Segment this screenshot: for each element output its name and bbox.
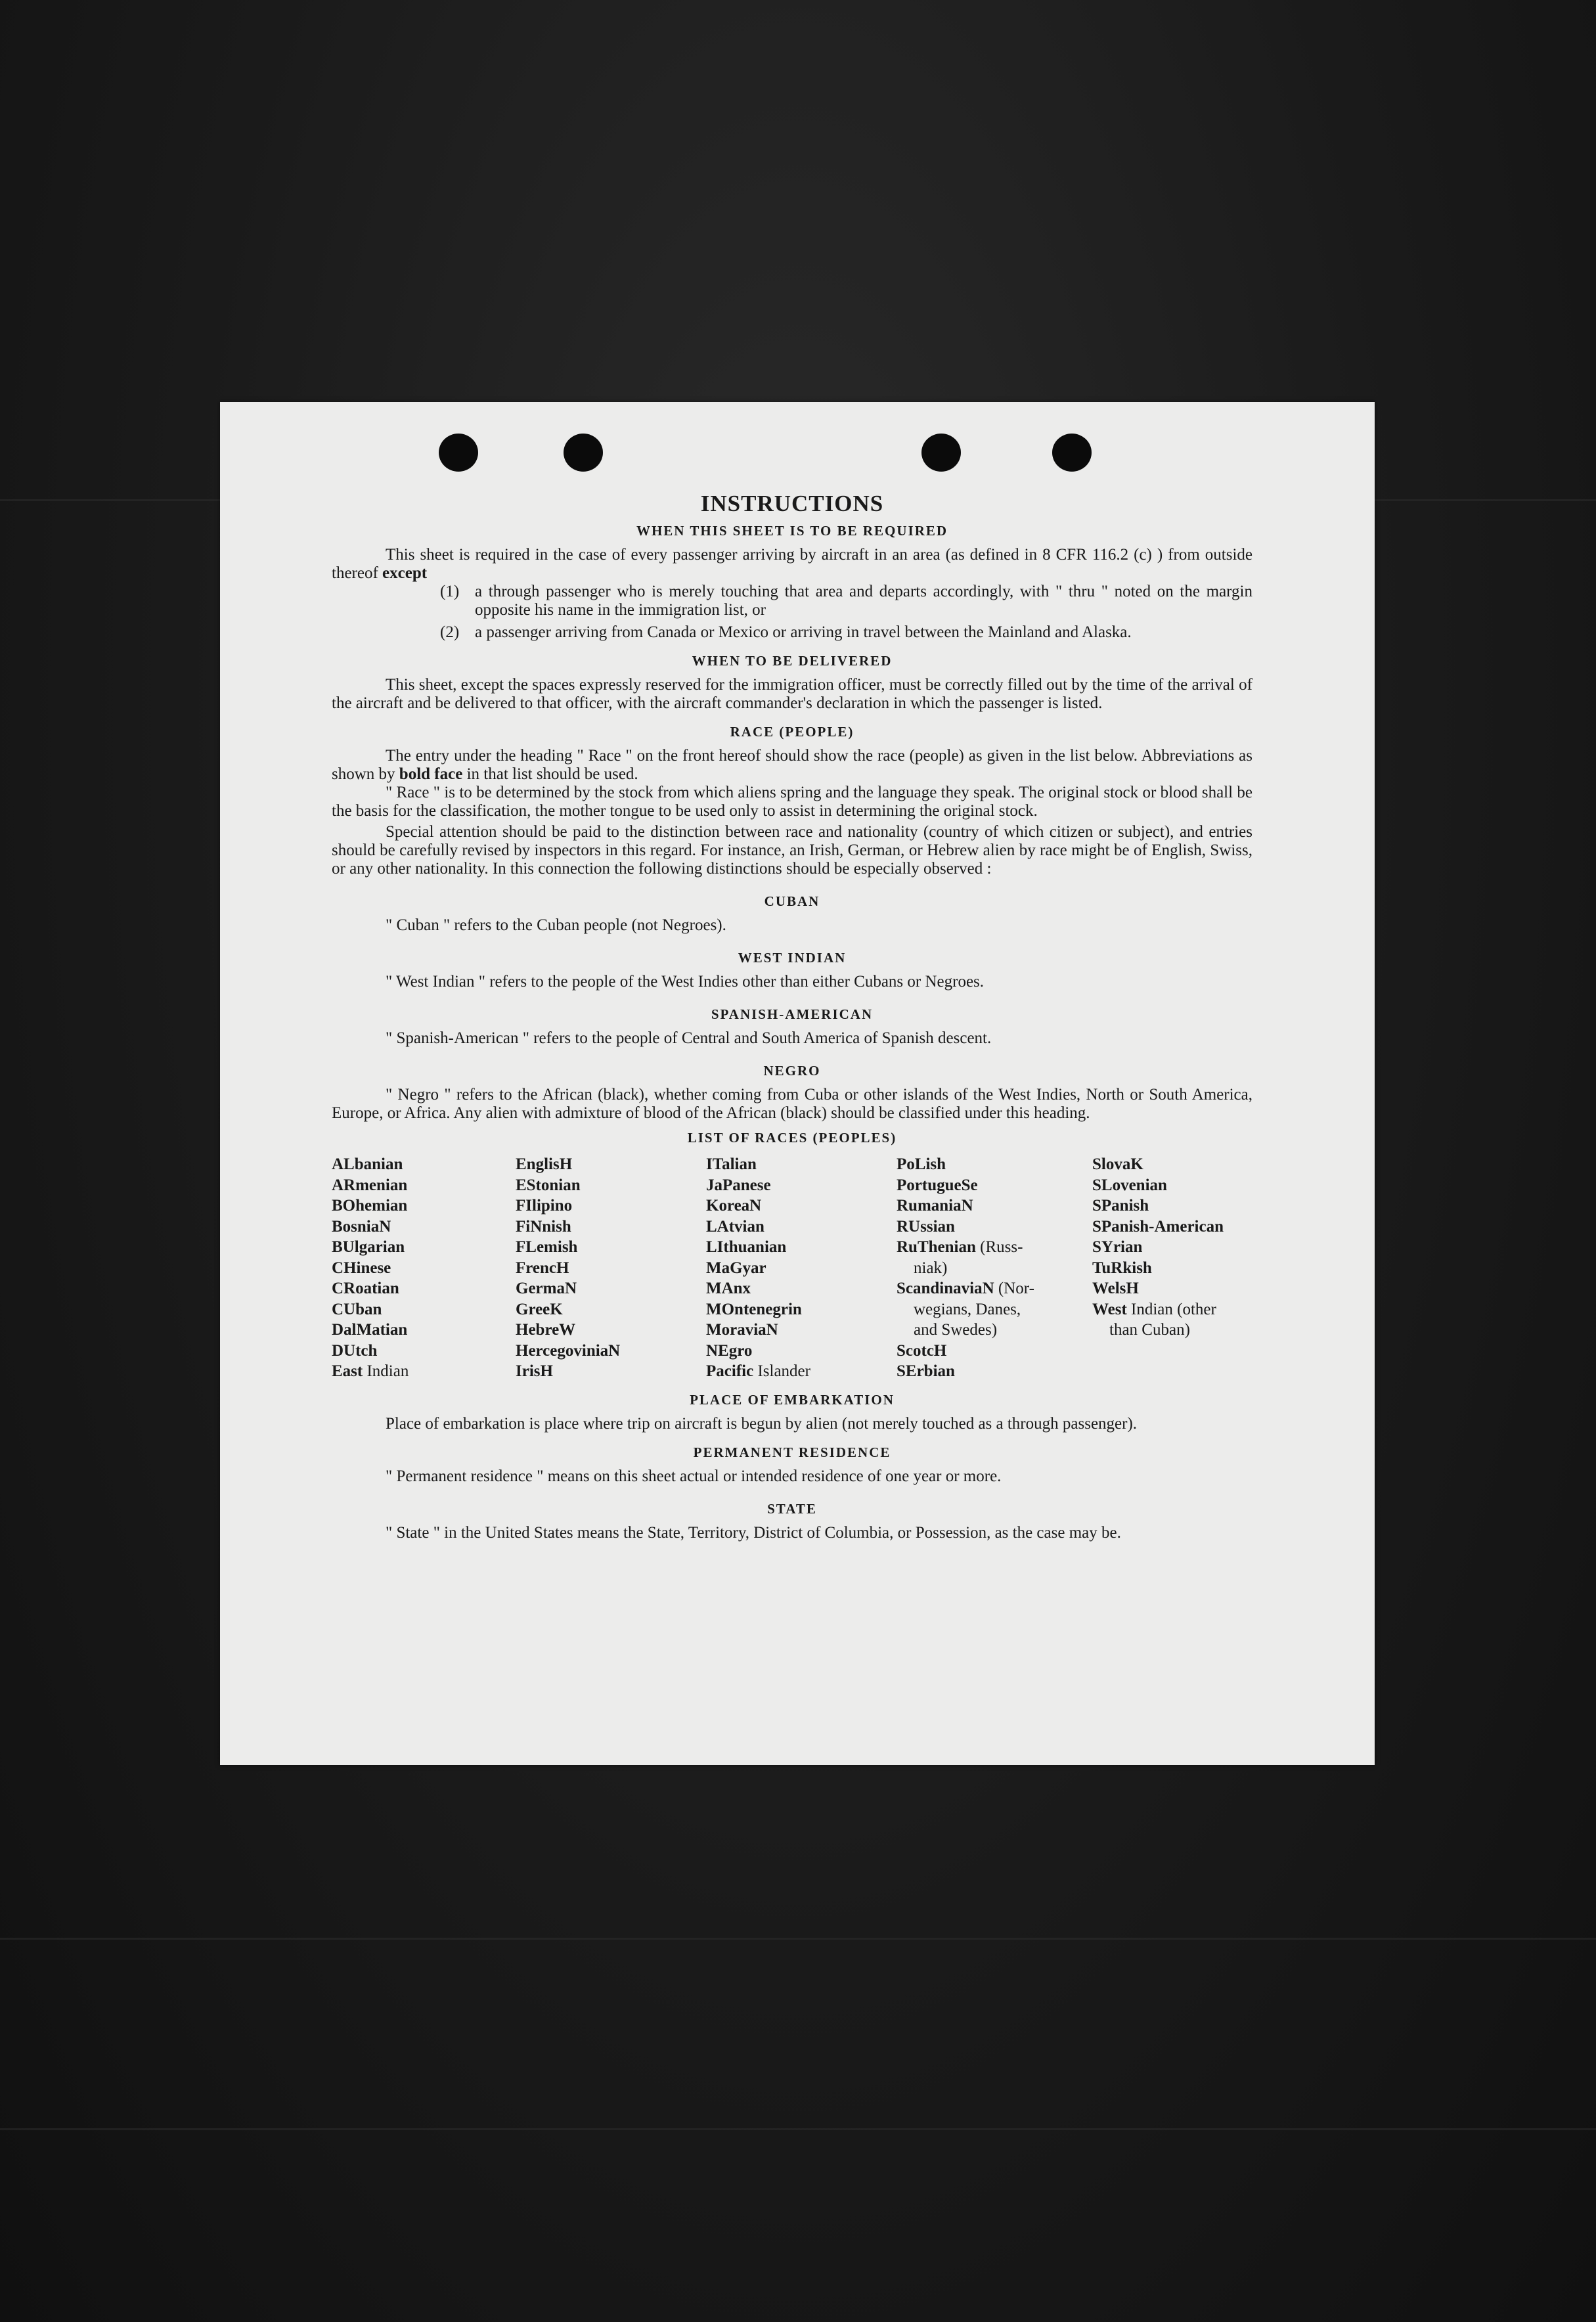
page-title: INSTRUCTIONS <box>700 491 884 516</box>
race-entry: LIthuanian <box>706 1238 787 1256</box>
race-entry: FIlipino <box>516 1197 573 1215</box>
sheet-content <box>332 489 1252 1542</box>
race-entry: RuThenian (Russ- <box>897 1238 1023 1256</box>
section-heading-state: STATE <box>767 1500 817 1517</box>
race-entry: CUban <box>332 1300 382 1318</box>
race-entry: ScandinaviaN (Nor- <box>897 1280 1034 1297</box>
race-entry: FLemish <box>516 1238 578 1256</box>
race-entry: SYrian <box>1092 1238 1143 1256</box>
race-entry: JaPanese <box>706 1176 771 1194</box>
race-entry: HercegoviniaN <box>516 1341 621 1360</box>
race-entry <box>1092 1341 1252 1362</box>
required-item-2: (2) a passenger arriving from Canada or Mexico or arriving in travel between the Mainland and Alaska. <box>440 623 1132 641</box>
race-entry: niak) <box>914 1259 948 1277</box>
race-entry: CRoatian <box>332 1280 399 1297</box>
section-heading-negro: NEGRO <box>763 1063 821 1079</box>
race-entry: wegians, Danes, <box>914 1300 1021 1318</box>
race-entry: WelsH <box>1092 1280 1139 1297</box>
spanish-american-text: " Spanish-American " refers to the people of Central and South America of Spanish descent. <box>386 1029 992 1047</box>
section-heading-races-list: LIST OF RACES (PEOPLES) <box>687 1130 897 1146</box>
race-paragraph-2: " Race " is to be determined by the stock from which aliens spring and the language they speak. The original stock or blood shall be the basis for the classification, the mother tongue to be used only to assist in determining the original stock. <box>332 784 1252 820</box>
punch-hole <box>439 434 478 472</box>
races-column-1 <box>332 1154 516 1382</box>
race-entry: EnglisH <box>516 1155 573 1173</box>
race-entry: BUlgarian <box>332 1238 405 1256</box>
race-entry: DUtch <box>332 1341 378 1360</box>
section-heading-west-indian: WEST INDIAN <box>738 950 847 966</box>
punch-hole <box>564 434 603 472</box>
race-entry: TuRkish <box>1092 1259 1152 1277</box>
race-entry: Pacific Islander <box>706 1362 810 1380</box>
race-entry: NEgro <box>706 1341 753 1360</box>
race-entry: GreeK <box>516 1300 563 1318</box>
race-entry: IrisH <box>516 1362 553 1380</box>
race-entry: EStonian <box>516 1176 581 1194</box>
race-entry: SLovenian <box>1092 1176 1167 1194</box>
film-streak <box>0 2128 1596 2130</box>
required-item-1: (1) a through passenger who is merely touching that area and departs accordingly, with " thru " noted on the margin opposite his name in the immigration list, or <box>440 583 1252 619</box>
west-indian-text: " West Indian " refers to the people of the West Indies other than either Cubans or Negroes. <box>386 973 985 991</box>
races-column-2 <box>516 1154 706 1382</box>
section-heading-race: RACE (PEOPLE) <box>730 724 854 740</box>
race-entry: ScotcH <box>897 1341 947 1360</box>
residence-text: " Permanent residence " means on this sheet actual or intended residence of one year or more. <box>386 1467 1002 1485</box>
punch-hole <box>1052 434 1092 472</box>
section-heading-residence: PERMANENT RESIDENCE <box>693 1444 891 1460</box>
race-entry: SlovaK <box>1092 1155 1143 1173</box>
race-entry: MoraviaN <box>706 1321 778 1339</box>
race-entry: FiNnish <box>516 1217 571 1236</box>
race-entry: SPanish-American <box>1092 1217 1224 1236</box>
race-entry: RUssian <box>897 1217 955 1236</box>
races-column-3 <box>706 1154 897 1382</box>
punch-hole <box>921 434 961 472</box>
race-entry: CHinese <box>332 1259 391 1277</box>
race-entry: East Indian <box>332 1362 409 1380</box>
race-entry: and Swedes) <box>914 1321 998 1339</box>
cuban-text: " Cuban " refers to the Cuban people (not Negroes). <box>386 916 726 934</box>
race-entry: GermaN <box>516 1280 577 1297</box>
race-entry: ALbanian <box>332 1155 403 1173</box>
race-paragraph-1: The entry under the heading " Race " on the front hereof should show the race (people) as given in the list below. Abbreviations as shown by bold face in that list should be used. <box>332 747 1252 783</box>
negro-text: " Negro " refers to the African (black), whether coming from Cuba or other islands of the West Indies, North or South America, Europe, or Africa. Any alien with admixture of blood of the African (black) should be classified under this heading. <box>332 1086 1252 1122</box>
race-entry: ITalian <box>706 1155 757 1173</box>
race-entry: PoLish <box>897 1155 946 1173</box>
race-entry: BOhemian <box>332 1197 408 1215</box>
race-entry: than Cuban) <box>1109 1321 1190 1339</box>
race-entry: MOntenegrin <box>706 1300 802 1318</box>
section-heading-spanish-american: SPANISH-AMERICAN <box>711 1006 874 1022</box>
race-entry: MaGyar <box>706 1259 766 1277</box>
races-column-5 <box>1092 1154 1252 1382</box>
section-heading-embarkation: PLACE OF EMBARKATION <box>690 1391 895 1408</box>
race-paragraph-3: Special attention should be paid to the distinction between race and nationality (country of which citizen or subject), and entries should be carefully revised by inspectors in this regard. For instance, an Irish, German, or Hebrew alien by race might be of English, Swiss, or any other nationality. In this connection the following distinctions should be especially observed : <box>332 823 1252 878</box>
film-streak <box>0 1938 1596 1940</box>
state-text: " State " in the United States means the State, Territory, District of Columbia, or Possession, as the case may be. <box>386 1523 1121 1542</box>
races-column-4 <box>897 1154 1092 1382</box>
section-heading-cuban: CUBAN <box>764 893 820 909</box>
section-heading-delivered: WHEN TO BE DELIVERED <box>692 653 893 669</box>
race-entry: HebreW <box>516 1321 576 1339</box>
race-entry: DalMatian <box>332 1321 408 1339</box>
race-entry: SPanish <box>1092 1197 1149 1215</box>
race-entry <box>1092 1361 1252 1382</box>
race-entry: KoreaN <box>706 1197 762 1215</box>
required-intro: This sheet is required in the case of every passenger arriving by aircraft in an area (as defined in 8 CFR 116.2 (c) ) from outside thereof except <box>332 546 1252 582</box>
race-entry: BosniaN <box>332 1217 391 1236</box>
races-list <box>332 1154 1252 1382</box>
race-entry: RumaniaN <box>897 1197 973 1215</box>
race-entry: PortugueSe <box>897 1176 978 1194</box>
race-entry: MAnx <box>706 1280 751 1297</box>
race-entry: LAtvian <box>706 1217 765 1236</box>
delivered-text: This sheet, except the spaces expressly reserved for the immigration officer, must be correctly filled out by the time of the arrival of the aircraft and be delivered to that officer, with the aircraft commander's declaration in which the passenger is listed. <box>332 676 1252 712</box>
embarkation-text: Place of embarkation is place where trip on aircraft is begun by alien (not merely touched as a through passenger). <box>386 1414 1138 1433</box>
section-heading-required: WHEN THIS SHEET IS TO BE REQUIRED <box>636 523 948 539</box>
race-entry: West Indian (other <box>1092 1300 1216 1318</box>
race-entry: ARmenian <box>332 1176 408 1194</box>
race-entry: SErbian <box>897 1362 955 1380</box>
race-entry: FrencH <box>516 1259 569 1277</box>
